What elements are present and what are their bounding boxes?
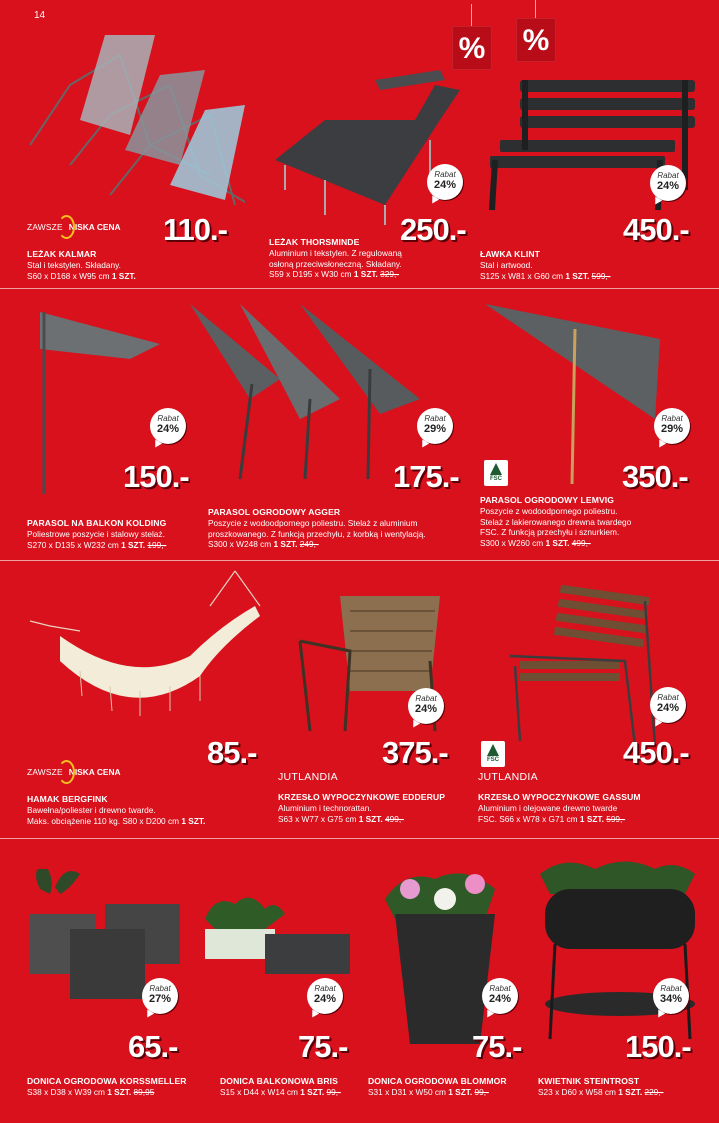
- discount-badge: Rabat 29%: [417, 408, 453, 444]
- product-desc: Bawełna/poliester i drewno twarde. Maks. obciążenie 110 kg. S80 x D200 cm 1 SZT.: [27, 805, 206, 826]
- product-title: KRZESŁO WYPOCZYNKOWE EDDERUP: [278, 792, 446, 802]
- price: 75.-: [472, 1029, 522, 1064]
- product-desc: S31 x D31 x W50 cm 1 SZT. 99,-: [368, 1087, 489, 1097]
- product-card-donica-korssmeller[interactable]: [0, 839, 190, 1123]
- sale-tag: %: [516, 18, 556, 62]
- price: 150.-: [123, 459, 189, 494]
- price: 110.-: [163, 212, 227, 247]
- product-desc: Aluminium i technorattan. S63 x W77 x G75 cm 1 SZT. 499,-: [278, 803, 404, 824]
- price: 75.-: [298, 1029, 348, 1064]
- product-desc: Poszycie z wodoodpornego poliestru. Stelaż z lakierowanego drewna twardego FSC. Z funkcją przechyłu i sznurkiem. S300 x W260 cm 1 SZT. 499,-: [480, 506, 632, 548]
- price: 85.-: [207, 735, 257, 770]
- discount-badge: Rabat 34%: [653, 978, 689, 1014]
- product-desc: S15 x D44 x W14 cm 1 SZT. 99,-: [220, 1087, 341, 1097]
- discount-badge: Rabat 24%: [150, 408, 186, 444]
- product-title: LEŻAK THORSMINDE: [269, 237, 360, 247]
- product-desc: S23 x D60 x W58 cm 1 SZT. 229,-: [538, 1087, 664, 1097]
- product-desc: Poliestrowe poszycie i stalowy stelaż. S270 x D135 x W232 cm 1 SZT. 199,-: [27, 529, 167, 550]
- price: 175.-: [393, 459, 459, 494]
- page-number: 14: [34, 10, 46, 21]
- discount-badge: Rabat 24%: [408, 688, 444, 724]
- product-title: PARASOL NA BALKON KOLDING: [27, 518, 167, 528]
- discount-badge: Rabat 29%: [654, 408, 690, 444]
- price: 450.-: [623, 735, 689, 770]
- product-desc: Stal i tekstylen. Składany. S60 x D168 x W95 cm 1 SZT.: [27, 260, 136, 281]
- price: 150.-: [625, 1029, 691, 1064]
- product-title: KRZESŁO WYPOCZYNKOWE GASSUM: [478, 792, 641, 802]
- product-desc: Stal i artwood. S125 x W81 x G60 cm 1 SZT. 599,-: [480, 260, 611, 281]
- plant-stand-image: [535, 854, 705, 1044]
- product-card-krzeslo-edderup[interactable]: [270, 561, 475, 838]
- wooden-chair-image: [505, 581, 705, 751]
- product-card-lezak-kalmar[interactable]: [0, 20, 245, 288]
- product-title: LEŻAK KALMAR: [27, 249, 97, 259]
- product-title: PARASOL OGRODOWY LEMVIG: [480, 495, 615, 505]
- brand-jutlandia: JUTLANDIA: [278, 771, 338, 783]
- product-desc: S38 x D38 x W39 cm 1 SZT. 89,95: [27, 1087, 155, 1097]
- sale-tag: %: [452, 26, 492, 70]
- rattan-chair-image: [290, 581, 470, 741]
- product-title: PARASOL OGRODOWY AGGER: [208, 507, 341, 517]
- product-desc: Poszycie z wodoodpornego poliestru. Stelaż z aluminium proszkowanego. Z funkcją przechyłu, z korbką i wentylacją. S300 x W248 cm 1 SZT. 249,-: [208, 518, 426, 549]
- price: 65.-: [128, 1029, 178, 1064]
- flower-planter-image: [375, 859, 515, 1049]
- always-low-price-tag: ZAWSZE NISKA CENA: [27, 222, 121, 232]
- discount-badge: Rabat 24%: [482, 978, 518, 1014]
- product-desc: Aluminium i olejowane drewno twarde FSC. S66 x W78 x G71 cm 1 SZT. 599,-: [478, 803, 626, 824]
- product-card-parasol-agger[interactable]: [190, 289, 470, 560]
- price: 250.-: [400, 212, 466, 247]
- product-desc: Aluminium i tekstylen. Z regulowaną osłoną przeciwsłoneczną. Składany. S59 x D195 x W30 cm 1 SZT. 329,-: [269, 248, 402, 279]
- product-title: DONICA BALKONOWA BRIS: [220, 1076, 338, 1086]
- product-card-krzeslo-gassum[interactable]: [475, 561, 719, 838]
- product-title: KWIETNIK STEINTROST: [538, 1076, 640, 1086]
- lounger-image: [10, 25, 245, 225]
- fsc-logo: FSC: [481, 741, 505, 767]
- discount-badge: Rabat 24%: [427, 164, 463, 200]
- product-card-donica-bris[interactable]: [190, 839, 365, 1123]
- product-card-parasol-kolding[interactable]: [0, 289, 190, 560]
- price: 375.-: [382, 735, 448, 770]
- product-card-hamak-bergfink[interactable]: [0, 561, 270, 838]
- product-title: DONICA OGRODOWA BLOMMOR: [368, 1076, 507, 1086]
- discount-badge: Rabat 24%: [307, 978, 343, 1014]
- price: 350.-: [622, 459, 688, 494]
- product-card-parasol-lemvig[interactable]: [470, 289, 719, 560]
- discount-badge: Rabat 27%: [142, 978, 178, 1014]
- balcony-planter-image: [195, 889, 365, 999]
- brand-jutlandia: JUTLANDIA: [478, 771, 538, 783]
- hammock-image: [20, 566, 270, 736]
- discount-badge: Rabat 24%: [650, 687, 686, 723]
- fsc-logo: FSC: [484, 460, 508, 486]
- product-card-kwietnik-steintrost[interactable]: [530, 839, 719, 1123]
- product-title: DONICA OGRODOWA KORSSMELLER: [27, 1076, 187, 1086]
- product-card-lawka-klint[interactable]: [475, 20, 719, 288]
- product-title: HAMAK BERGFINK: [27, 794, 108, 804]
- sunbed-image: [265, 65, 475, 235]
- price: 450.-: [623, 212, 689, 247]
- product-card-lezak-thorsminde[interactable]: [245, 20, 475, 288]
- product-title: ŁAWKA KLINT: [480, 249, 540, 259]
- product-card-donica-blommor[interactable]: [365, 839, 530, 1123]
- always-low-price-tag: ZAWSZE NISKA CENA: [27, 767, 121, 777]
- discount-badge: Rabat 24%: [650, 165, 686, 201]
